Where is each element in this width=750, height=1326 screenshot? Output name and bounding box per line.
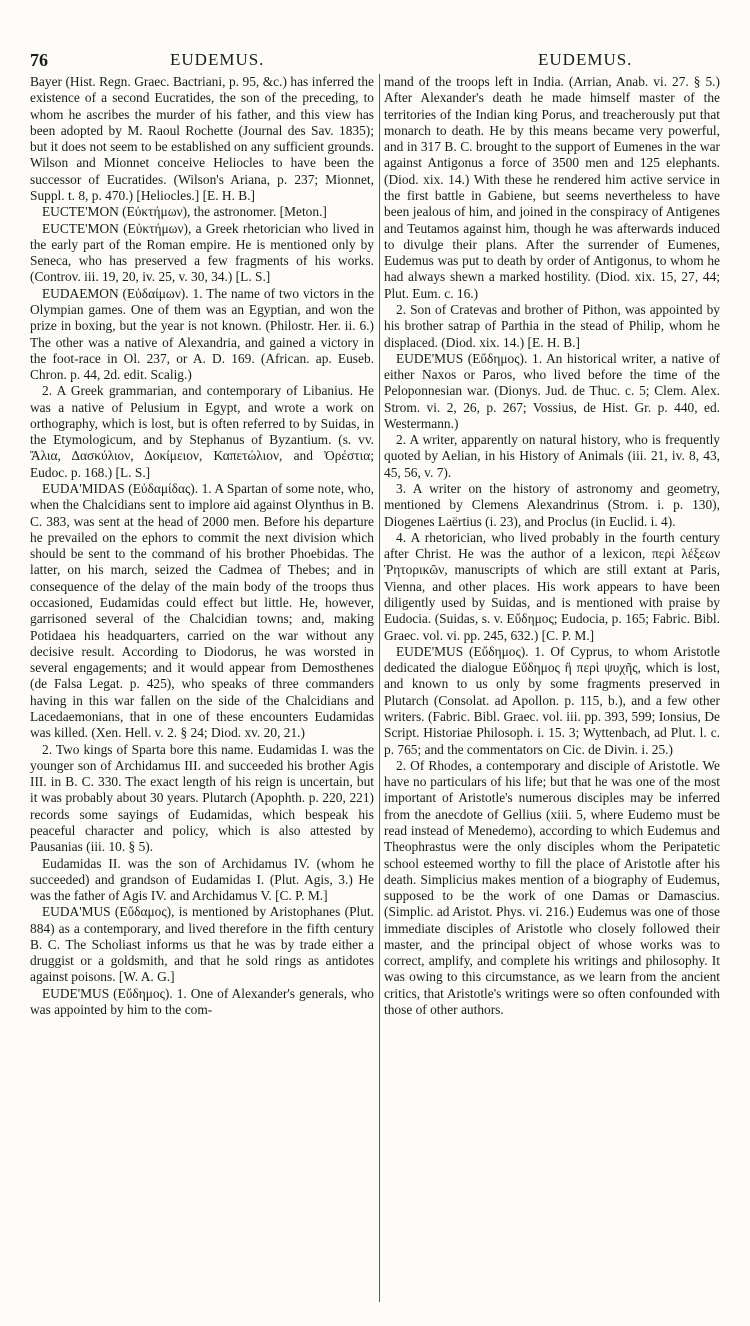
entry-paragraph: EUCTE'MON (Εὐκτήμων), the astronomer. [Meton.] — [42, 204, 327, 220]
entry-paragraph: 2. A writer, apparently on natural history, who is frequently quoted by Aelian, in his History of Animals (iii. 21, iv. 8, 43, 45, 56, v. 7). — [384, 432, 720, 480]
continued-paragraph: Bayer (Hist. Regn. Graec. Bactriani, p. 95, &c.) has inferred the existence of a second Eucratides, the son of the preceding, to whom he ascribes the murder of his father, and this view has been adopted by M. Raoul Rochette (Journal des Sav. 1835); but it does not seem to be established on any sufficient grounds. Wilson and Mionnet conceive Heliocles to have been the successor of Eucratides. (Wilson's Ariana, p. 237; Mionnet, Suppl. t. 8, p. 470.) [Heliocles.] [E. H. B.] — [30, 74, 374, 203]
entry-paragraph: EUDE'MUS (Εὔδημος). 1. An historical writer, a native of either Naxos or Paros, who lived before the time of the Peloponnesian war. (Dionys. Jud. de Thuc. c. 5; Clem. Alex. Strom. vi. 2, 26, p. 267; Vossius, de Hist. Gr. p. 440, ed. Westermann.) — [384, 350, 720, 431]
entry-paragraph: 2. Son of Cratevas and brother of Pithon, was appointed by his brother satrap of Parthia in the stead of Philip, whom he displaced. (Diod. xix. 14.) [E. H. B.] — [384, 301, 720, 350]
column-divider — [379, 74, 380, 1302]
entry-paragraph: Eudamidas II. was the son of Archidamus IV. (whom he succeeded) and grandson of Eudamidas I. (Plut. Agis, 3.) He was the father of Agis IV. and Archidamus V. [C. P. M.] — [30, 855, 374, 904]
entry-paragraph: 3. A writer on the history of astronomy and geometry, mentioned by Clemens Alexandrinus (Strom. i. p. 130), Diogenes Laërtius (i. 23), and Proclus (in Euclid. i. 4). — [384, 481, 720, 529]
entry-paragraph: 4. A rhetorician, who lived probably in the fourth century after Christ. He was the author of a lexicon, περὶ λέξεων Ῥητορικῶν, manuscripts of which are still extant at Paris, Vienna, and other places. His work appears to have been diligently used by Suidas, and is mentioned with praise by Eudocia. (Suidas, s. v. Εὔδημος; Eudocia, p. 165; Fabric. Bibl. Graec. vol. vi. pp. 245, 632.) [C. P. M.] — [384, 529, 720, 643]
page-number: 76 — [30, 50, 48, 70]
running-head-right: EUDEMUS. — [538, 50, 633, 69]
entry-paragraph: 2. Two kings of Sparta bore this name. Eudamidas I. was the younger son of Archidamus III. and succeeded his brother Agis III. in B. C. 330. The exact length of his reign is uncertain, but it was probably about 30 years. Plutarch (Apophth. p. 220, 221) records some sayings of Eudamidas, which bespeak his peaceful character and policy, which is also attested by Pausanias (iii. 10. § 5). — [30, 741, 374, 855]
entry-paragraph: 2. Of Rhodes, a contemporary and disciple of Aristotle. We have no particulars of his life; but that he was one of the most important of Aristotle's numerous disciples may be inferred from the anecdote of Gellius (xiii. 5, where Eudemo must be read instead of Menedemo), according to which Eudemus and Theophrastus were the only disciples whom the Peripatetic school esteemed worthy to fill the place of Aristotle after his death. Simplicius makes mention of a biography of Eudemus, supposed to be the work of one Damas or Damascius. (Simplic. ad Aristot. Phys. vi. 216.) Eudemus was one of those immediate disciples of Aristotle who closely followed their master, and the principal object of whose works was to correct, amplify, and complete his writings and philosophy. It was owing to this circumstance, as we learn from the ancient critics, that Aristotle's writings were so often confounded with those of other authors. — [384, 757, 720, 1018]
entry-paragraph: EUDE'MUS (Εὔδημος). 1. One of Alexander's generals, who was appointed by him to the com- — [30, 985, 374, 1018]
continued-paragraph: mand of the troops left in India. (Arrian, Anab. vi. 27. § 5.) After Alexander's death he made himself master of the territories of the Indian king Porus, and treacherously put that monarch to death. He by this means became very powerful, and in 317 B. C. brought to the support of Eumenes in the war against Antigonus a force of 3500 men and 125 elephants. (Diod. xix. 14.) With these he rendered him active service in the first battle in Gabiene, but seems nevertheless to have been jealous of him, and joined in the conspiracy of Antigenes and Teutamos against him, though he was afterwards induced to divulge their plans. After the surrender of Eumenes, Eudemus was put to death by order of Antigonus, to whom he had always shewn a marked hostility. (Diod. xix. 15, 27, 44; Plut. Eum. c. 16.) — [384, 74, 720, 301]
page-header — [30, 50, 720, 74]
entry-paragraph: EUDA'MIDAS (Εὐδαμίδας). 1. A Spartan of some note, who, when the Chalcidians sent to implore aid against Olynthus in B. C. 383, was sent at the head of 2000 men. Before his departure he prevailed on the ephors to commit the next division which should be sent to the command of his brother Phoebidas. The latter, on his march, seized the Cadmea of Thebes; and in consequence of the delay of the main body of the troops thus occasioned, Eudamidas could effect but little. He, however, garrisoned several of the Chalcidian towns; and, making Potidaea his headquarters, carried on the war without any decisive result. According to Diodorus, he was worsted in several engagements; and it would appear from Demosthenes (de Falsa Legat. p. 425), who speaks of three commanders having in this war fallen on the side of the Chalcidians and Lacedaemonians, that in one of these encounters Eudamidas was killed. (Xen. Hell. v. 2. § 24; Diod. xv. 20, 21.) — [30, 481, 374, 741]
entry-paragraph: EUDE'MUS (Εὔδημος). 1. Of Cyprus, to whom Aristotle dedicated the dialogue Εὔδημος ἢ περὶ ψυχῆς, which is lost, and known to us only by some fragments preserved in Plutarch (Consolat. ad Apollon. p. 115, b.), and a few other writers. (Fabric. Bibl. Graec. vol. iii. pp. 393, 599; Ionsius, De Script. Historiae Philosoph. i. 15. 3; Wyttenbach, ad Plut. l. c. p. 765; and the commentators on Cic. de Divin. i. 25.) — [384, 643, 720, 757]
left-column — [30, 74, 374, 1018]
entry-paragraph: EUDAEMON (Εὐδαίμων). 1. The name of two victors in the Olympian games. One of them was an Egyptian, and won the prize in boxing, but the year is not known. (Philostr. Her. ii. 6.) The other was a native of Alexandria, and gained a victory in the foot-race in Ol. 237, or A. D. 169. (African. ap. Euseb. Chron. p. 44, 2d. edit. Scalig.) — [30, 285, 374, 383]
entry-paragraph: EUDA'MUS (Εὔδαμος), is mentioned by Aristophanes (Plut. 884) as a contemporary, and lived therefore in the fifth century B. C. The Scholiast informs us that he was by trade either a druggist or a goldsmith, and that he sold rings as antidotes against poisons. [W. A. G.] — [30, 904, 374, 985]
right-column — [384, 74, 720, 1018]
running-head-left: EUDEMUS. — [170, 50, 265, 69]
entry-paragraph: EUCTE'MON (Εὐκτήμων), a Greek rhetorician who lived in the early part of the Roman empire. He is mentioned only by Seneca, who has preserved a few fragments of his works. (Controv. iii. 19, 20, iv. 25, v. 30, 34.) [L. S.] — [30, 220, 374, 285]
entry-paragraph: 2. A Greek grammarian, and contemporary of Libanius. He was a native of Pelusium in Egypt, and wrote a work on orthography, which is lost, but is often referred to by Suidas, in the Etymologicum, and by Stephanus of Byzantium. (s. vv. Ἄλια, Δασκύλιον, Δοκίμειον, Καπετώλιον, and Ὀρέστια; Eudoc. p. 168.) [L. S.] — [30, 383, 374, 480]
